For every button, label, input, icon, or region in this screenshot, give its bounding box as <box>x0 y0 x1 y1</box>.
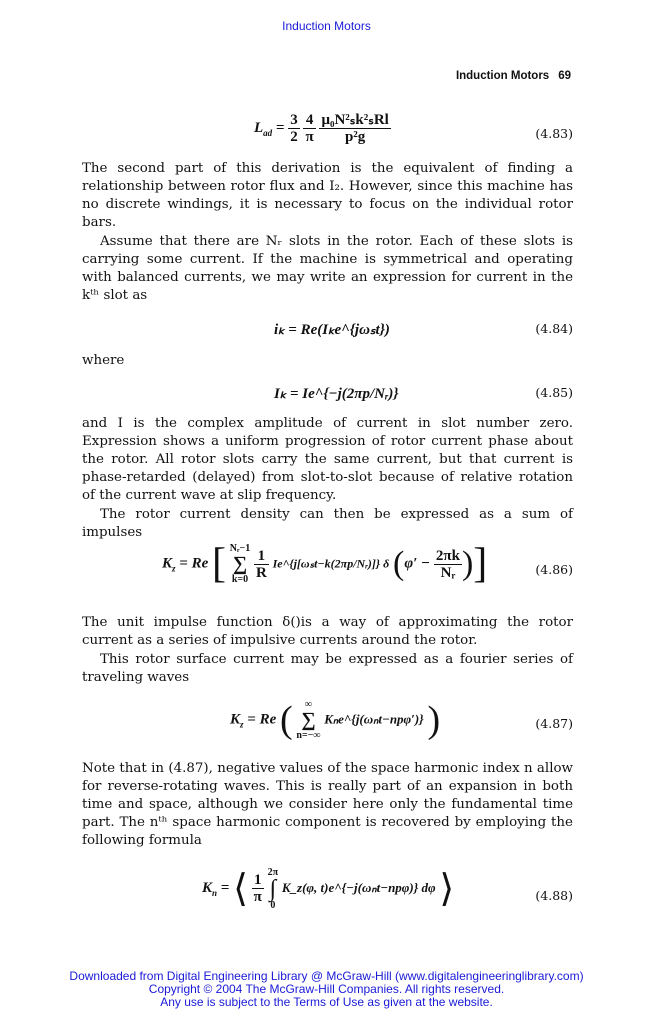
paragraph-1: The second part of this derivation is the equivalent of finding a relationship between rotor flux and I₂. However, since this machine has no discrete windings, it is necessary to focus on the individual rotor bars. <box>82 161 573 231</box>
paragraph-7: Note that in (4.87), negative values of the space harmonic index n allow for reverse-rotating waves. This is really part of an expansion in both time and space, although we consider here only the fundamental time part. The nᵗʰ space harmonic component is recovered by employing the following formula <box>82 761 573 849</box>
eq-4-88-math: $K_n$ = ⟨ $\frac{1}{\pi}$ 2π ∫ 0 K_z(φ, t)e^{−j(ωₙt−npφ)} dφ ⟩ <box>202 866 455 911</box>
equation-number: (4.83) <box>535 126 573 141</box>
paragraph-5: The unit impulse function δ()is a way of approximating the rotor current as a series of impulsive currents around the rotor. <box>82 615 573 649</box>
footer-terms-link[interactable]: Any use is subject to the Terms of Use as given at the website. <box>160 995 493 1009</box>
eq-4-85-math: Iₖ = Ie^{−j(2πp/Nᵣ)} <box>274 386 399 402</box>
running-head <box>456 70 571 82</box>
equation-4-84 <box>82 318 573 342</box>
equation-number: (4.87) <box>535 716 573 731</box>
top-header-link[interactable]: Induction Motors <box>282 19 371 33</box>
equation-4-85 <box>82 382 573 406</box>
equation-4-87 <box>82 698 573 748</box>
paragraph-4: The rotor current density can then be expressed as a sum of impulses <box>82 507 573 541</box>
eq-4-83-math: $L_{ad}$ = $\frac{3}{2}$ $\frac{4}{\pi}$ $\frac{\text{μ₀N²ₛk²ₛRl}}{\text{p²g}}$ <box>254 112 389 145</box>
paragraph-6: This rotor surface current may be expressed as a fourier series of traveling waves <box>82 652 573 686</box>
eq-4-84-math: iₖ = Re(Iₖe^{jωₛt}) <box>274 322 390 338</box>
equation-4-83 <box>82 112 573 152</box>
equation-number: (4.84) <box>535 321 573 336</box>
equation-4-88 <box>82 866 573 922</box>
paragraph-2: Assume that there are Nᵣ slots in the rotor. Each of these slots is carrying some current. If the machine is symmetrical and operating with balanced currents, we may write an expression for current in the kᵗʰ slot as <box>82 234 573 304</box>
equation-number: (4.85) <box>535 385 573 400</box>
eq-4-87-math: $K_z = Re$ ( ∞ ∑ n=−∞ Kₙe^{j(ωₙt−npφ′)} ) <box>230 699 441 741</box>
page-number: 69 <box>558 70 571 82</box>
where-text: where <box>82 353 125 368</box>
equation-4-86 <box>82 540 573 598</box>
footer <box>0 970 653 1009</box>
footer-copyright: Copyright © 2004 The McGraw-Hill Companies. All rights reserved. <box>148 982 505 996</box>
footer-download-link[interactable]: Downloaded from Digital Engineering Library @ McGraw-Hill (www.digitalengineeringlibrary.com) <box>69 969 584 983</box>
equation-number: (4.86) <box>535 562 573 577</box>
running-title: Induction Motors <box>455 70 550 82</box>
equation-number: (4.88) <box>535 888 573 903</box>
paragraph-3: and I is the complex amplitude of current in slot number zero. Expression shows a uniform progression of rotor current phase about the rotor. All rotor slots carry the same current, but that current is phase-retarded (delayed) from slot-to-slot because of relative rotation of the current wave at slip frequency. <box>82 416 573 504</box>
eq-4-86-math: $K_z = Re$ [ Nᵣ−1 ∑ k=0 $\frac{1}{R}$ Ie^{j[ωₛt−k(2πp/Nᵣ)]} δ (φ′ − $\frac{2\pi k}{\text{Nᵣ}}$ )] <box>162 541 488 587</box>
